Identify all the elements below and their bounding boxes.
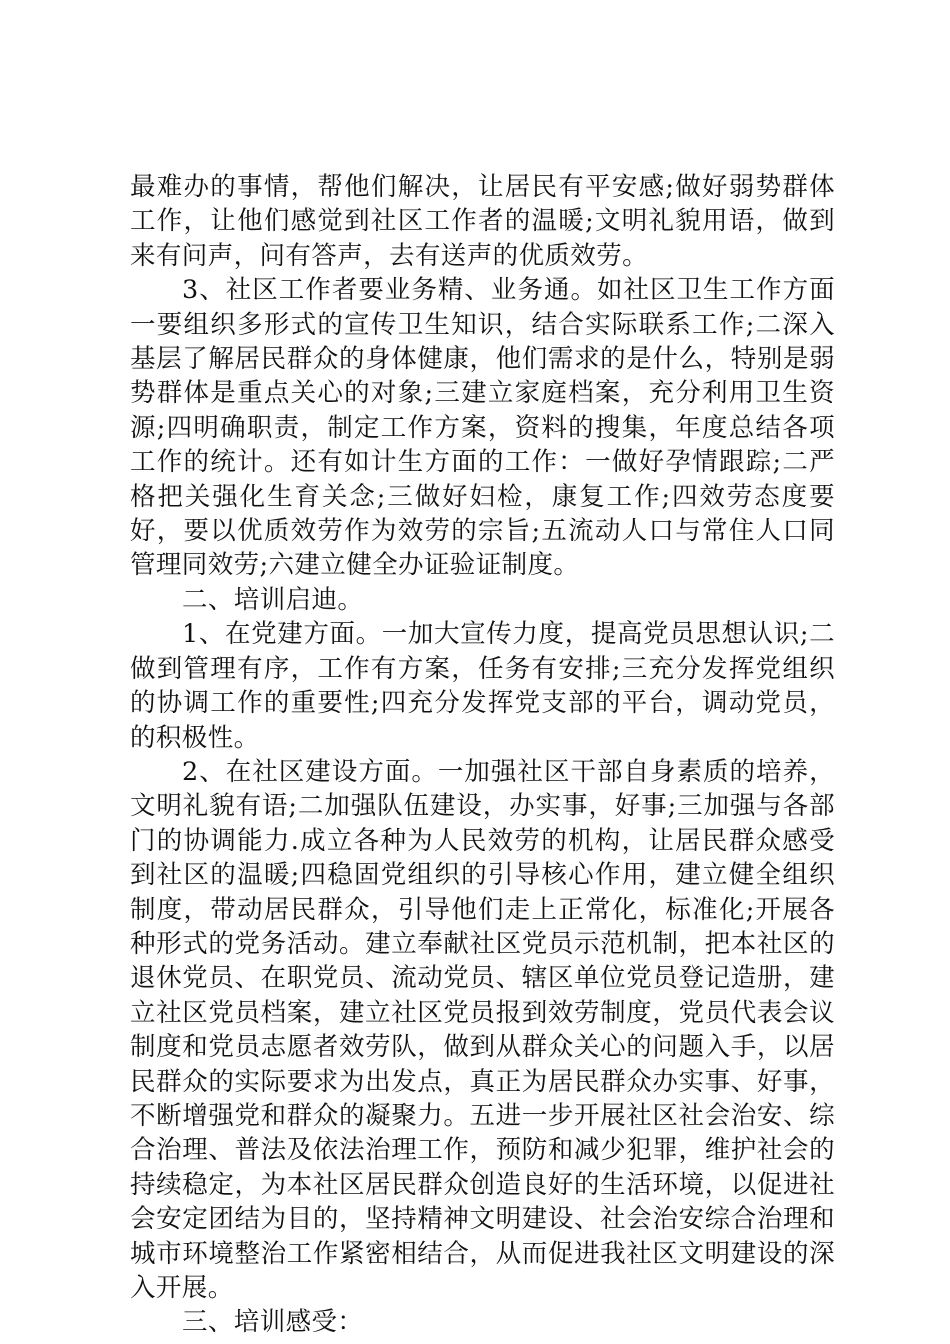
paragraph-party-building: 1、在党建方面。一加大宣传力度，提高党员思想认识;二做到管理有序，工作有方案，任务有安排;三充分发挥党组织的协调工作的重要性;四充分发挥党支部的平台，调动党员，的积极性。	[130, 619, 835, 753]
section-heading-training-inspiration: 二、培训启迪。	[182, 584, 364, 615]
paragraph-community-workers: 3、社区工作者要业务精、业务通。如社区卫生工作方面一要组织多形式的宣传卫生知识，结合实际联系工作;二深入基层了解居民群众的身体健康，他们需求的是什么，特别是弱势群体是重点关心的对象;三建立家庭档案，充分利用卫生资源;四明确职责，制定工作方案，资料的搜集，年度总结各项工作的统计。还有如计生方面的工作：一做好孕情跟踪;二严格把关强化生育关念;三做好妇检，康复工作;四效劳态度要好，要以优质效劳作为效劳的宗旨;五流动人口与常住人口同管理同效劳;六建立健全办证验证制度。	[130, 275, 835, 581]
paragraph-community-construction: 2、在社区建设方面。一加强社区干部自身素质的培养，文明礼貌有语;二加强队伍建设，办实事，好事;三加强与各部门的协调能力.成立各种为人民效劳的机构，让居民群众感受到社区的温暖;四稳固党组织的引导核心作用，建立健全组织制度，带动居民群众，引导他们走上正常化，标准化;开展各种形式的党务活动。建立奉献社区党员示范机制，把本社区的退休党员、在职党员、流动党员、辖区单位党员登记造册，建立社区党员档案，建立社区党员报到效劳制度，党员代表会议制度和党员志愿者效劳队，做到从群众关心的问题入手，以居民群众的实际要求为出发点，真正为居民群众办实事、好事，不断增强党和群众的凝聚力。五进一步开展社区社会治安、综合治理、普法及依法治理工作，预防和减少犯罪，维护社会的持续稳定，为本社区居民群众创造良好的生活环境，以促进社会安定团结为目的，坚持精神文明建设、社会治安综合治理和城市环境整治工作紧密相结合，从而促进我社区文明建设的深入开展。	[130, 756, 835, 1303]
document-body	[130, 170, 835, 1340]
section-heading-training-feelings: 三、培训感受：	[182, 1307, 364, 1338]
paragraph-continuation: 最难办的事情，帮他们解决，让居民有平安感;做好弱势群体工作，让他们感觉到社区工作者的温暖;文明礼貌用语，做到来有问声，问有答声，去有送声的优质效劳。	[130, 172, 835, 271]
